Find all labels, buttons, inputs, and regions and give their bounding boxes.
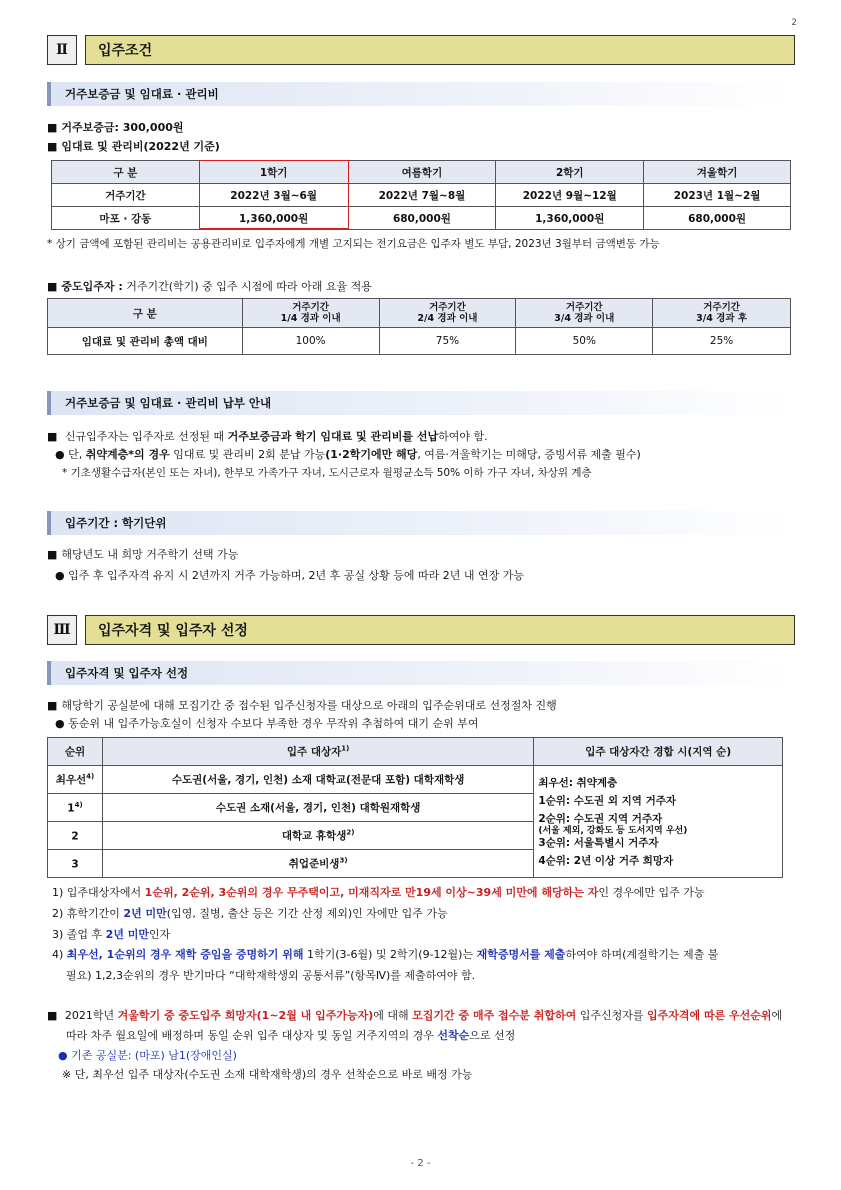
competition-line: 4순위: 2년 이상 거주 희망자 [538, 854, 674, 867]
priority-rank-cell: 1$^{4)}$ [48, 794, 103, 822]
midterm-header-cell: 거주기간 3/4 경과 후 [653, 299, 791, 328]
priority-rank-cell: 2 [48, 822, 103, 850]
competition-line: 1순위: 수도권 외 지역 거주자 [538, 794, 677, 807]
page-number-bottom: - 2 - [410, 1158, 431, 1169]
footnote-1: 1) 입주대상자에서 1순위, 2순위, 3순위의 경우 무주택이고, 미재직자로 만19세 이상~39세 미만에 해당하는 자인 경우에만 입주 가능 [52, 886, 705, 899]
competition-cell [534, 766, 783, 878]
competition-line: 3순위: 서울특별시 거주자 [538, 836, 659, 849]
subheader-qualification: 입주자격 및 입주자 선정 [47, 661, 795, 685]
winter-line-2: 따라 차주 월요일에 배정하며 동일 순위 입주 대상자 및 동일 거주지역의 경우 선착순으로 선정 [66, 1029, 516, 1042]
priority-rank-cell: 최우선$^{4)}$ [48, 766, 103, 794]
footnote-3: 3) 졸업 후 2년 미만인자 [52, 928, 171, 941]
section-title: 입주자격 및 입주자 선정 [85, 615, 795, 645]
rent-header-cell: 겨울학기 [644, 161, 791, 184]
payment-line-3: * 기초생활수급자(본인 또는 자녀), 한부모 가족가구 자녀, 도시근로자 월평균소득 50% 이하 가구 자녀, 차상위 계층 [62, 467, 592, 479]
deposit-line: ■ 거주보증금: 300,000원 [47, 121, 184, 134]
rent-cell: 680,000원 [644, 207, 791, 230]
select-line-1: ■ 해당학기 공실분에 대해 모집기간 중 접수된 입주신청자를 대상으로 아래의 입주순위대로 선정절차 진행 [47, 699, 557, 712]
midterm-header-cell: 구 분 [48, 299, 243, 328]
winter-line-1: ■ 2021학년 겨울학기 중 중도입주 희망자(1~2월 내 입주가능자)에 대해 모집기간 중 매주 접수분 취합하여 입주신청자를 입주자격에 따른 우선순위에 [47, 1009, 783, 1022]
footnote-4-cont: 필요) 1,2,3순위의 경우 반기마다 “대학재학생외 공통서류”(항목Ⅳ)를 제출하여야 함. [66, 969, 476, 982]
competition-line: 최우선: 취약계층 [538, 776, 618, 789]
select-line-2: ● 동순위 내 입주가능호실이 신청자 수보다 부족한 경우 무작위 추첨하여 대기 순위 부여 [55, 717, 479, 730]
rent-heading: ■ 임대료 및 관리비(2022년 기준) [47, 140, 220, 153]
rent-header-cell: 구 분 [52, 161, 200, 184]
section-number: Ⅱ [47, 35, 77, 65]
period-line-2: ● 입주 후 입주자격 유지 시 2년까지 거주 가능하며, 2년 후 공실 상황 등에 따라 2년 내 연장 가능 [55, 569, 524, 582]
priority-target-cell: 수도권(서울, 경기, 인천) 소재 대학교(전문대 포함) 대학재학생 [102, 766, 533, 794]
midterm-cell: 100% [242, 328, 379, 355]
priority-target-cell: 취업준비생$^{3)}$ [102, 850, 533, 878]
midterm-cell: 75% [379, 328, 516, 355]
midterm-header-cell: 거주기간 3/4 경과 이내 [516, 299, 653, 328]
section-header-2 [47, 35, 795, 65]
page-number-top: 2 [791, 18, 797, 28]
rent-cell: 1,360,000원 [496, 207, 644, 230]
section-title: 입주조건 [85, 35, 795, 65]
winter-line-3: ● 기존 공실분: (마포) 남1(장애인실) [58, 1049, 237, 1062]
competition-line: 2순위: 수도권 지역 거주자 [538, 812, 663, 825]
priority-header-cell: 순위 [48, 738, 103, 766]
period-line-1: ■ 해당년도 내 희망 거주학기 선택 가능 [47, 548, 239, 561]
subheader-deposit-rent: 거주보증금 및 임대료 · 관리비 [47, 82, 795, 106]
rent-cell: 2022년 9월~12월 [496, 184, 644, 207]
competition-line: (서울 제외, 강화도 등 도서지역 우선) [538, 825, 688, 836]
subheader-payment: 거주보증금 및 임대료 · 관리비 납부 안내 [47, 391, 795, 415]
rent-cell: 거주기간 [52, 184, 200, 207]
priority-target-cell: 수도권 소재(서울, 경기, 인천) 대학원재학생 [102, 794, 533, 822]
footnote-4: 4) 최우선, 1순위의 경우 재학 증임을 증명하기 위해 1학기(3-6월) 및 2학기(9-12월)는 재학증명서를 제출하여야 하며(계절학기는 제출 불 [52, 948, 719, 961]
priority-target-cell: 대학교 휴학생$^{2)}$ [102, 822, 533, 850]
footnote-2: 2) 휴학기간이 2년 미만(입영, 질병, 출산 등은 기간 산정 제외)인 자에만 입주 가능 [52, 907, 448, 920]
winter-line-4: ※ 단, 최우선 입주 대상자(수도권 소재 대학재학생)의 경우 선착순으로 바로 배정 가능 [62, 1068, 473, 1081]
payment-line-2: ● 단, 취약계층*의 경우 임대료 및 관리비 2회 분납 가능(1·2학기에만 해당, 여름·겨울학기는 미해당, 증빙서류 제출 필수) [55, 448, 641, 461]
rent-cell: 1,360,000원 [199, 207, 348, 230]
priority-header-cell: 입주 대상자$^{1)}$ [102, 738, 533, 766]
priority-table [47, 737, 783, 878]
section-header-3 [47, 615, 795, 645]
midterm-cell: 50% [516, 328, 653, 355]
rent-cell: 2022년 3월~6월 [199, 184, 348, 207]
rent-cell: 680,000원 [348, 207, 496, 230]
rent-header-cell: 2학기 [496, 161, 644, 184]
priority-header-cell: 입주 대상자간 경합 시(지역 순) [534, 738, 783, 766]
rent-header-cell: 여름학기 [348, 161, 496, 184]
midterm-header-cell: 거주기간 2/4 경과 이내 [379, 299, 516, 328]
midterm-cell: 임대료 및 관리비 총액 대비 [48, 328, 243, 355]
midterm-header-cell: 거주기간 1/4 경과 이내 [242, 299, 379, 328]
note-utilities: * 상기 금액에 포함된 관리비는 공용관리비로 입주자에게 개별 고지되는 전기요금은 입주자 별도 부담, 2023년 3월부터 금액변동 가능 [47, 238, 660, 250]
midterm-cell: 25% [653, 328, 791, 355]
section-number: Ⅲ [47, 615, 77, 645]
rent-table [51, 160, 791, 230]
rent-header-cell: 1학기 [199, 161, 348, 184]
priority-rank-cell: 3 [48, 850, 103, 878]
midterm-table [47, 298, 791, 355]
rent-cell: 2023년 1월~2월 [644, 184, 791, 207]
midterm-line: ■ 중도입주자 : 거주기간(학기) 중 입주 시점에 따라 아래 요율 적용 [47, 280, 372, 293]
subheader-period: 입주기간 : 학기단위 [47, 511, 795, 535]
payment-line-1: ■ 신규입주자는 입주자로 선정된 때 거주보증금과 학기 임대료 및 관리비를 선납하여야 함. [47, 430, 488, 443]
rent-cell: 2022년 7월~8월 [348, 184, 496, 207]
rent-cell: 마포 · 강동 [52, 207, 200, 230]
